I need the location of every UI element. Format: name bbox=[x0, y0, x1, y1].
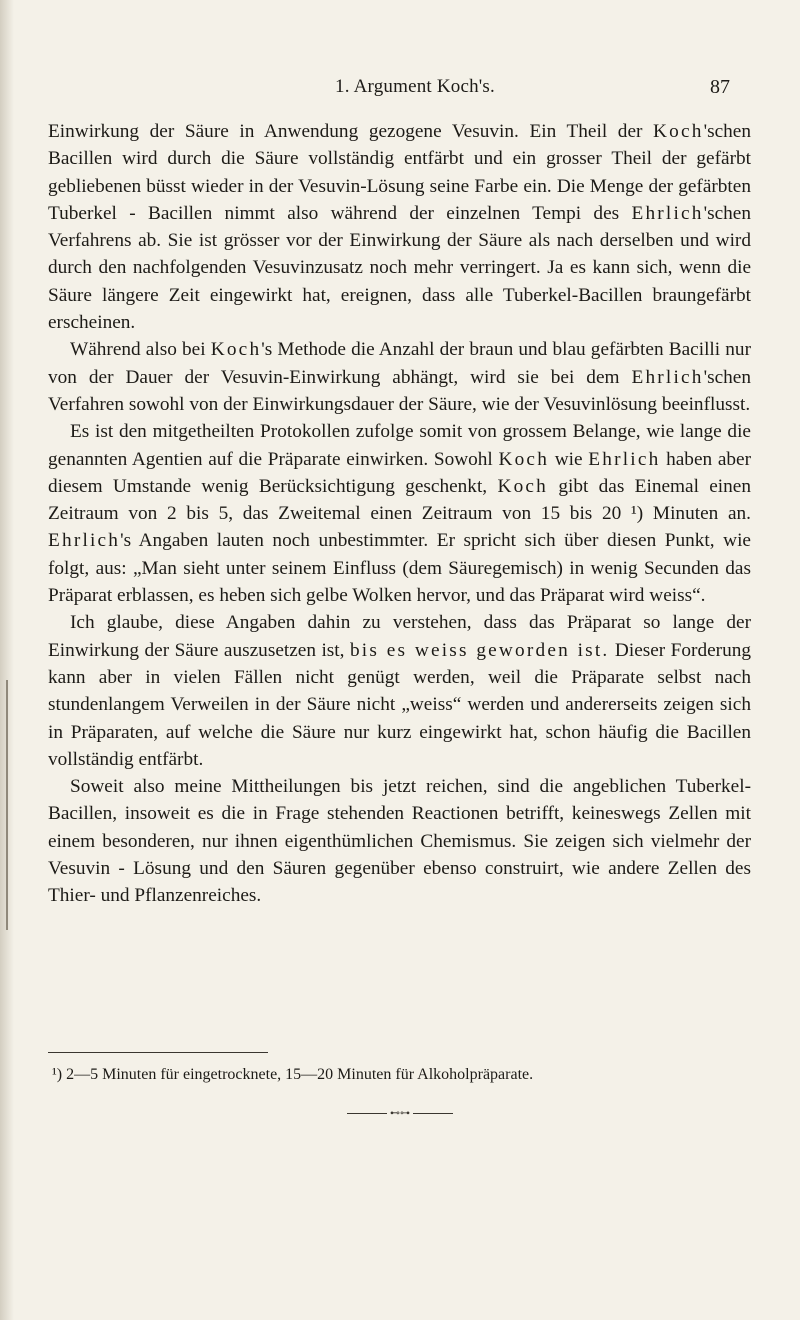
text-run: 'schen Verfahren sowohl von der Einwirkungsdauer der Säure, wie der Vesuvinlösung beeinflusst. bbox=[48, 366, 751, 415]
text-run: 's Angaben lauten noch unbestimmter. Er spricht sich über diesen Punkt, wie folgt, aus: „Man sieht unter seinem Einfluss (dem Säuregemisch) in wenig Secunden das Präparat erblassen, es heben sich gelbe Wolken hervor, und das Präparat wird weiss“. bbox=[48, 530, 751, 607]
text-run: Dieser Forderung kann aber in vielen Fällen nicht genügt werden, weil die Präparate selbst nach stundenlangem Verweilen in der Säure nicht „weiss“ werden und andererseits zeigen sich in Präparaten, auf welche die Säure nur kurz eingewirkt hat, schon häufig die Bacillen vollständig entfärbt. bbox=[48, 639, 752, 770]
spaced-name: Koch bbox=[497, 475, 549, 497]
paragraph bbox=[48, 773, 751, 909]
paragraph bbox=[48, 118, 751, 336]
page-edge-shadow bbox=[0, 0, 14, 1320]
spaced-name: Ehrlich bbox=[48, 530, 121, 552]
text-run: 'schen Verfahrens ab. Sie ist grösser vor der Einwirkung der Säure als nach derselben und wird durch den nachfolgenden Vesuvinzusatz noch mehr verringert. Ja es kann sich, wenn die Säure längere Zeit eingewirkt hat, ereignen, dass alle Tuberkel-Bacillen braungefärbt erscheinen. bbox=[48, 202, 751, 334]
text-run: Einwirkung der Säure in Anwendung gezogene Vesuvin. Ein Theil der bbox=[48, 121, 654, 142]
footnote-rule bbox=[48, 1052, 268, 1053]
spaced-name: Ehrlich bbox=[588, 448, 661, 470]
text-run: haben aber diesem Umstande wenig Berücksichtigung geschenkt, bbox=[48, 448, 752, 497]
text-run: Soweit also meine Mittheilungen bis jetzt reichen, sind die angeblichen Tuberkel-Bacillen, insoweit es die in Frage stehenden Reactionen betrifft, keineswegs Zellen mit einem besonderen, nur ihnen eigenthümlichen Chemismus. Sie zeigen sich vielmehr der Vesuvin - Lösung und den Säuren gegenüber ebenso construirt, wie andere Zellen des Thier- und Pflanzenreiches. bbox=[48, 776, 751, 907]
page-number: 87 bbox=[710, 76, 730, 98]
page-header bbox=[90, 76, 740, 106]
ornament-line-right bbox=[413, 1113, 453, 1114]
text-run: wie bbox=[549, 448, 589, 470]
text-run: gibt das Einemal einen Zeitraum von 2 bis 5, das Zweitemal einen Zeitraum von 15 bis 20 ¹) Minuten an. bbox=[48, 475, 752, 525]
paragraph bbox=[48, 609, 751, 773]
paragraph bbox=[48, 336, 751, 418]
text-run: 's Methode die Anzahl der braun und blau gefärbten Bacilli nur von der Dauer der Vesuvin-Einwirkung abhängt, wird sie bei dem bbox=[48, 339, 751, 388]
ornament-line-left bbox=[347, 1113, 387, 1114]
end-ornament bbox=[330, 1108, 470, 1119]
ornament-glyph: ⊷⊶ bbox=[390, 1108, 410, 1119]
footnote: ¹) 2—5 Minuten für eingetrocknete, 15—20 Minuten für Alkoholpräparate. bbox=[52, 1066, 534, 1083]
text-run: Während also bei bbox=[70, 339, 211, 361]
text-run: Ich glaube, diese Angaben dahin zu verstehen, dass das Präparat so lange der Einwirkung der Säure auszusetzen ist, bbox=[48, 612, 751, 661]
paragraph bbox=[48, 418, 751, 609]
spaced-name: Koch bbox=[210, 339, 262, 361]
spaced-name: bis es weiss geworden ist. bbox=[349, 639, 610, 661]
spaced-name: Koch bbox=[653, 121, 704, 142]
running-title: 1. Argument Koch's. bbox=[335, 76, 495, 97]
text-run: Es ist den mitgetheilten Protokollen zufolge somit von grossem Belange, wie lange die genannten Agentien auf die Präparate einwirken. Sowohl bbox=[48, 421, 751, 470]
body-text bbox=[48, 118, 751, 910]
margin-mark bbox=[6, 680, 8, 930]
text-run: 'schen Bacillen wird durch die Säure vollständig entfärbt und ein grosser Theil der gefärbt gebliebenen büsst wieder in der Vesuvin-Lösung seine Farbe ein. Die Menge der gefärbten Tuberkel - Bacillen nimmt also während der einzelnen Tempi des bbox=[48, 121, 751, 224]
spaced-name: Ehrlich bbox=[631, 366, 704, 388]
spaced-name: Ehrlich bbox=[631, 202, 704, 224]
spaced-name: Koch bbox=[498, 448, 550, 470]
